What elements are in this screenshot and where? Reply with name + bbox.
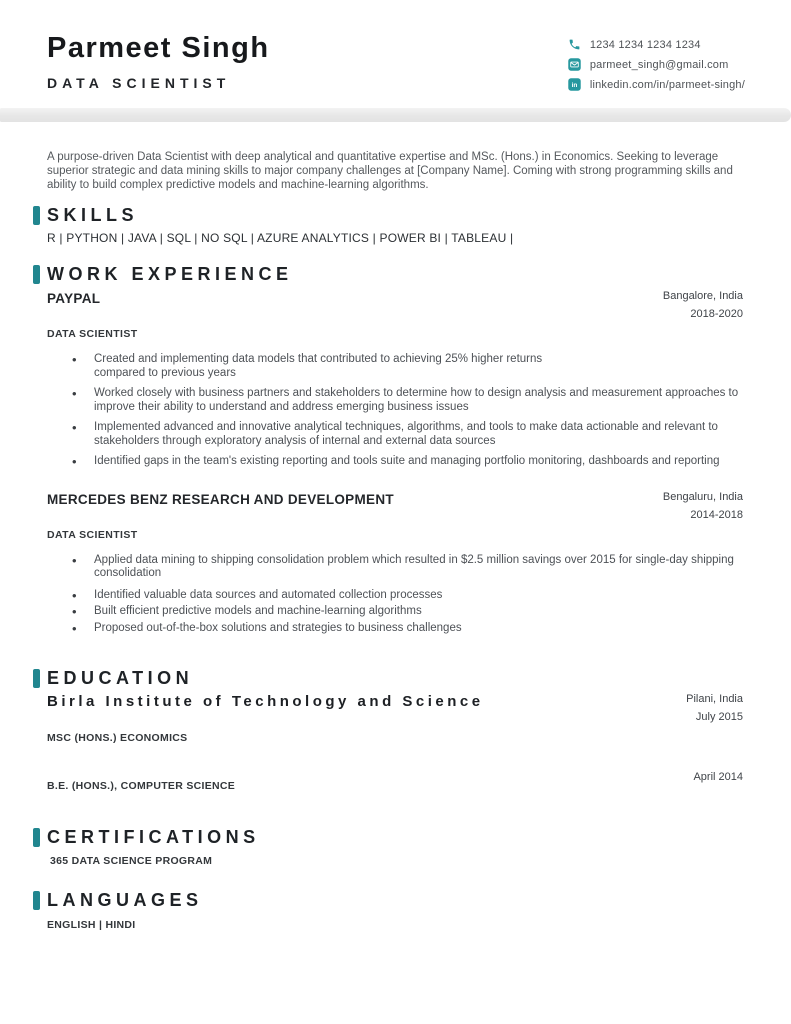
education-degree-row	[47, 771, 743, 792]
section-accent-bar	[33, 669, 40, 688]
job-bullet-list	[47, 554, 743, 636]
section-skills	[47, 204, 743, 245]
skills-list: R | PYTHON | JAVA | SQL | NO SQL | AZURE ANALYTICS | POWER BI | TABLEAU |	[47, 231, 514, 245]
education-meta	[686, 693, 743, 723]
languages-list: ENGLISH | HINDI	[47, 919, 136, 931]
languages-heading-row	[33, 889, 743, 911]
bullet-item: • Built efficient predictive models and machine-learning algorithms	[72, 605, 743, 619]
person-name: Parmeet Singh	[47, 32, 270, 64]
section-languages	[47, 889, 743, 931]
bullet-item: • Proposed out-of-the-box solutions and strategies to business challenges	[72, 622, 743, 636]
work-heading-row	[33, 263, 743, 285]
certification-item: 365 DATA SCIENCE PROGRAM	[50, 855, 213, 867]
job-role: DATA SCIENTIST	[47, 528, 138, 541]
bullet-item: • Implemented advanced and innovative analytical techniques, algorithms, and tools to make data actionable and relevant to stakeholders through exploratory analysis of internal and external data sources	[72, 421, 743, 448]
job-entry-paypal	[47, 290, 743, 469]
bullet-item: • Created and implementing data models that contributed to achieving 25% higher returns compared to previous years	[72, 353, 577, 380]
contact-row-phone	[568, 38, 745, 51]
job-header	[47, 290, 743, 320]
phone-number[interactable]: 1234 1234 1234 1234	[589, 38, 701, 51]
degree-date: April 2014	[693, 771, 743, 783]
languages-heading: LANGUAGES	[47, 890, 203, 910]
job-location: Bangalore, India	[662, 290, 743, 302]
section-accent-bar	[33, 891, 40, 910]
contact-row-email	[568, 58, 745, 71]
section-accent-bar	[33, 265, 40, 284]
person-job-title: DATA SCIENTIST	[47, 75, 231, 91]
linkedin-icon	[568, 78, 581, 91]
section-certifications	[47, 826, 743, 867]
contact-block	[568, 38, 745, 91]
skills-heading: SKILLS	[47, 205, 139, 225]
school-name: Birla Institute of Technology and Science	[47, 693, 484, 710]
certifications-heading: CERTIFICATIONS	[47, 827, 260, 847]
degree-date: July 2015	[695, 711, 743, 723]
degree-name: MSC (HONS.) ECONOMICS	[47, 732, 188, 744]
company-name: PAYPAL	[47, 291, 101, 306]
job-meta	[663, 491, 743, 521]
svg-text:in: in	[571, 82, 578, 90]
summary-text: A purpose-driven Data Scientist with deep analytical and quantitative expertise and MSc. (Hons.) in Economics. Seeking to leverage superior strategic and data mining skills to major company challenges at [Company Name]. Coming with strong programming skills and ability to build complex predictive models and machine-learning algorithms.	[47, 151, 733, 191]
resume-body	[0, 150, 791, 931]
header-divider-band	[0, 108, 791, 122]
bullet-item: • Applied data mining to shipping consolidation problem which resulted in $2.5 million savings over 2015 for single-day shipping consolidation	[72, 554, 743, 581]
job-bullet-list	[47, 353, 743, 469]
education-school-row	[47, 693, 743, 723]
bullet-item: • Identified valuable data sources and automated collection processes	[72, 589, 743, 603]
section-education	[47, 667, 743, 792]
company-name: MERCEDES BENZ RESEARCH AND DEVELOPMENT	[47, 491, 394, 507]
job-dates: 2014-2018	[690, 508, 743, 521]
education-heading: EDUCATION	[47, 668, 194, 688]
education-location: Pilani, India	[686, 693, 743, 705]
section-accent-bar	[33, 828, 40, 847]
skills-heading-row	[33, 204, 743, 226]
certifications-heading-row	[33, 826, 743, 848]
bullet-item: • Worked closely with business partners and stakeholders to determine how to design analysis and measurement approaches to improve their ability to understand and address emerging business issues	[72, 387, 743, 414]
section-accent-bar	[33, 206, 40, 225]
job-meta	[663, 290, 743, 320]
bullet-item: • Identified gaps in the team's existing reporting and tools suite and managing portfolio monitoring, dashboards and reporting	[72, 455, 743, 469]
phone-icon	[568, 38, 581, 51]
job-role: DATA SCIENTIST	[47, 328, 138, 340]
section-work-experience	[47, 263, 743, 635]
job-header	[47, 491, 743, 521]
contact-row-linkedin	[568, 78, 745, 91]
work-heading: WORK EXPERIENCE	[47, 264, 293, 284]
job-entry-mercedes	[47, 491, 743, 636]
job-location: Bengaluru, India	[662, 490, 743, 503]
job-dates: 2018-2020	[690, 308, 743, 320]
linkedin-url[interactable]: linkedin.com/in/parmeet-singh/	[589, 78, 745, 91]
degree-name: B.E. (HONS.), COMPUTER SCIENCE	[47, 780, 236, 792]
email-icon	[568, 58, 581, 71]
email-address[interactable]: parmeet_singh@gmail.com	[589, 58, 729, 71]
education-heading-row	[33, 667, 743, 689]
header	[0, 0, 791, 108]
